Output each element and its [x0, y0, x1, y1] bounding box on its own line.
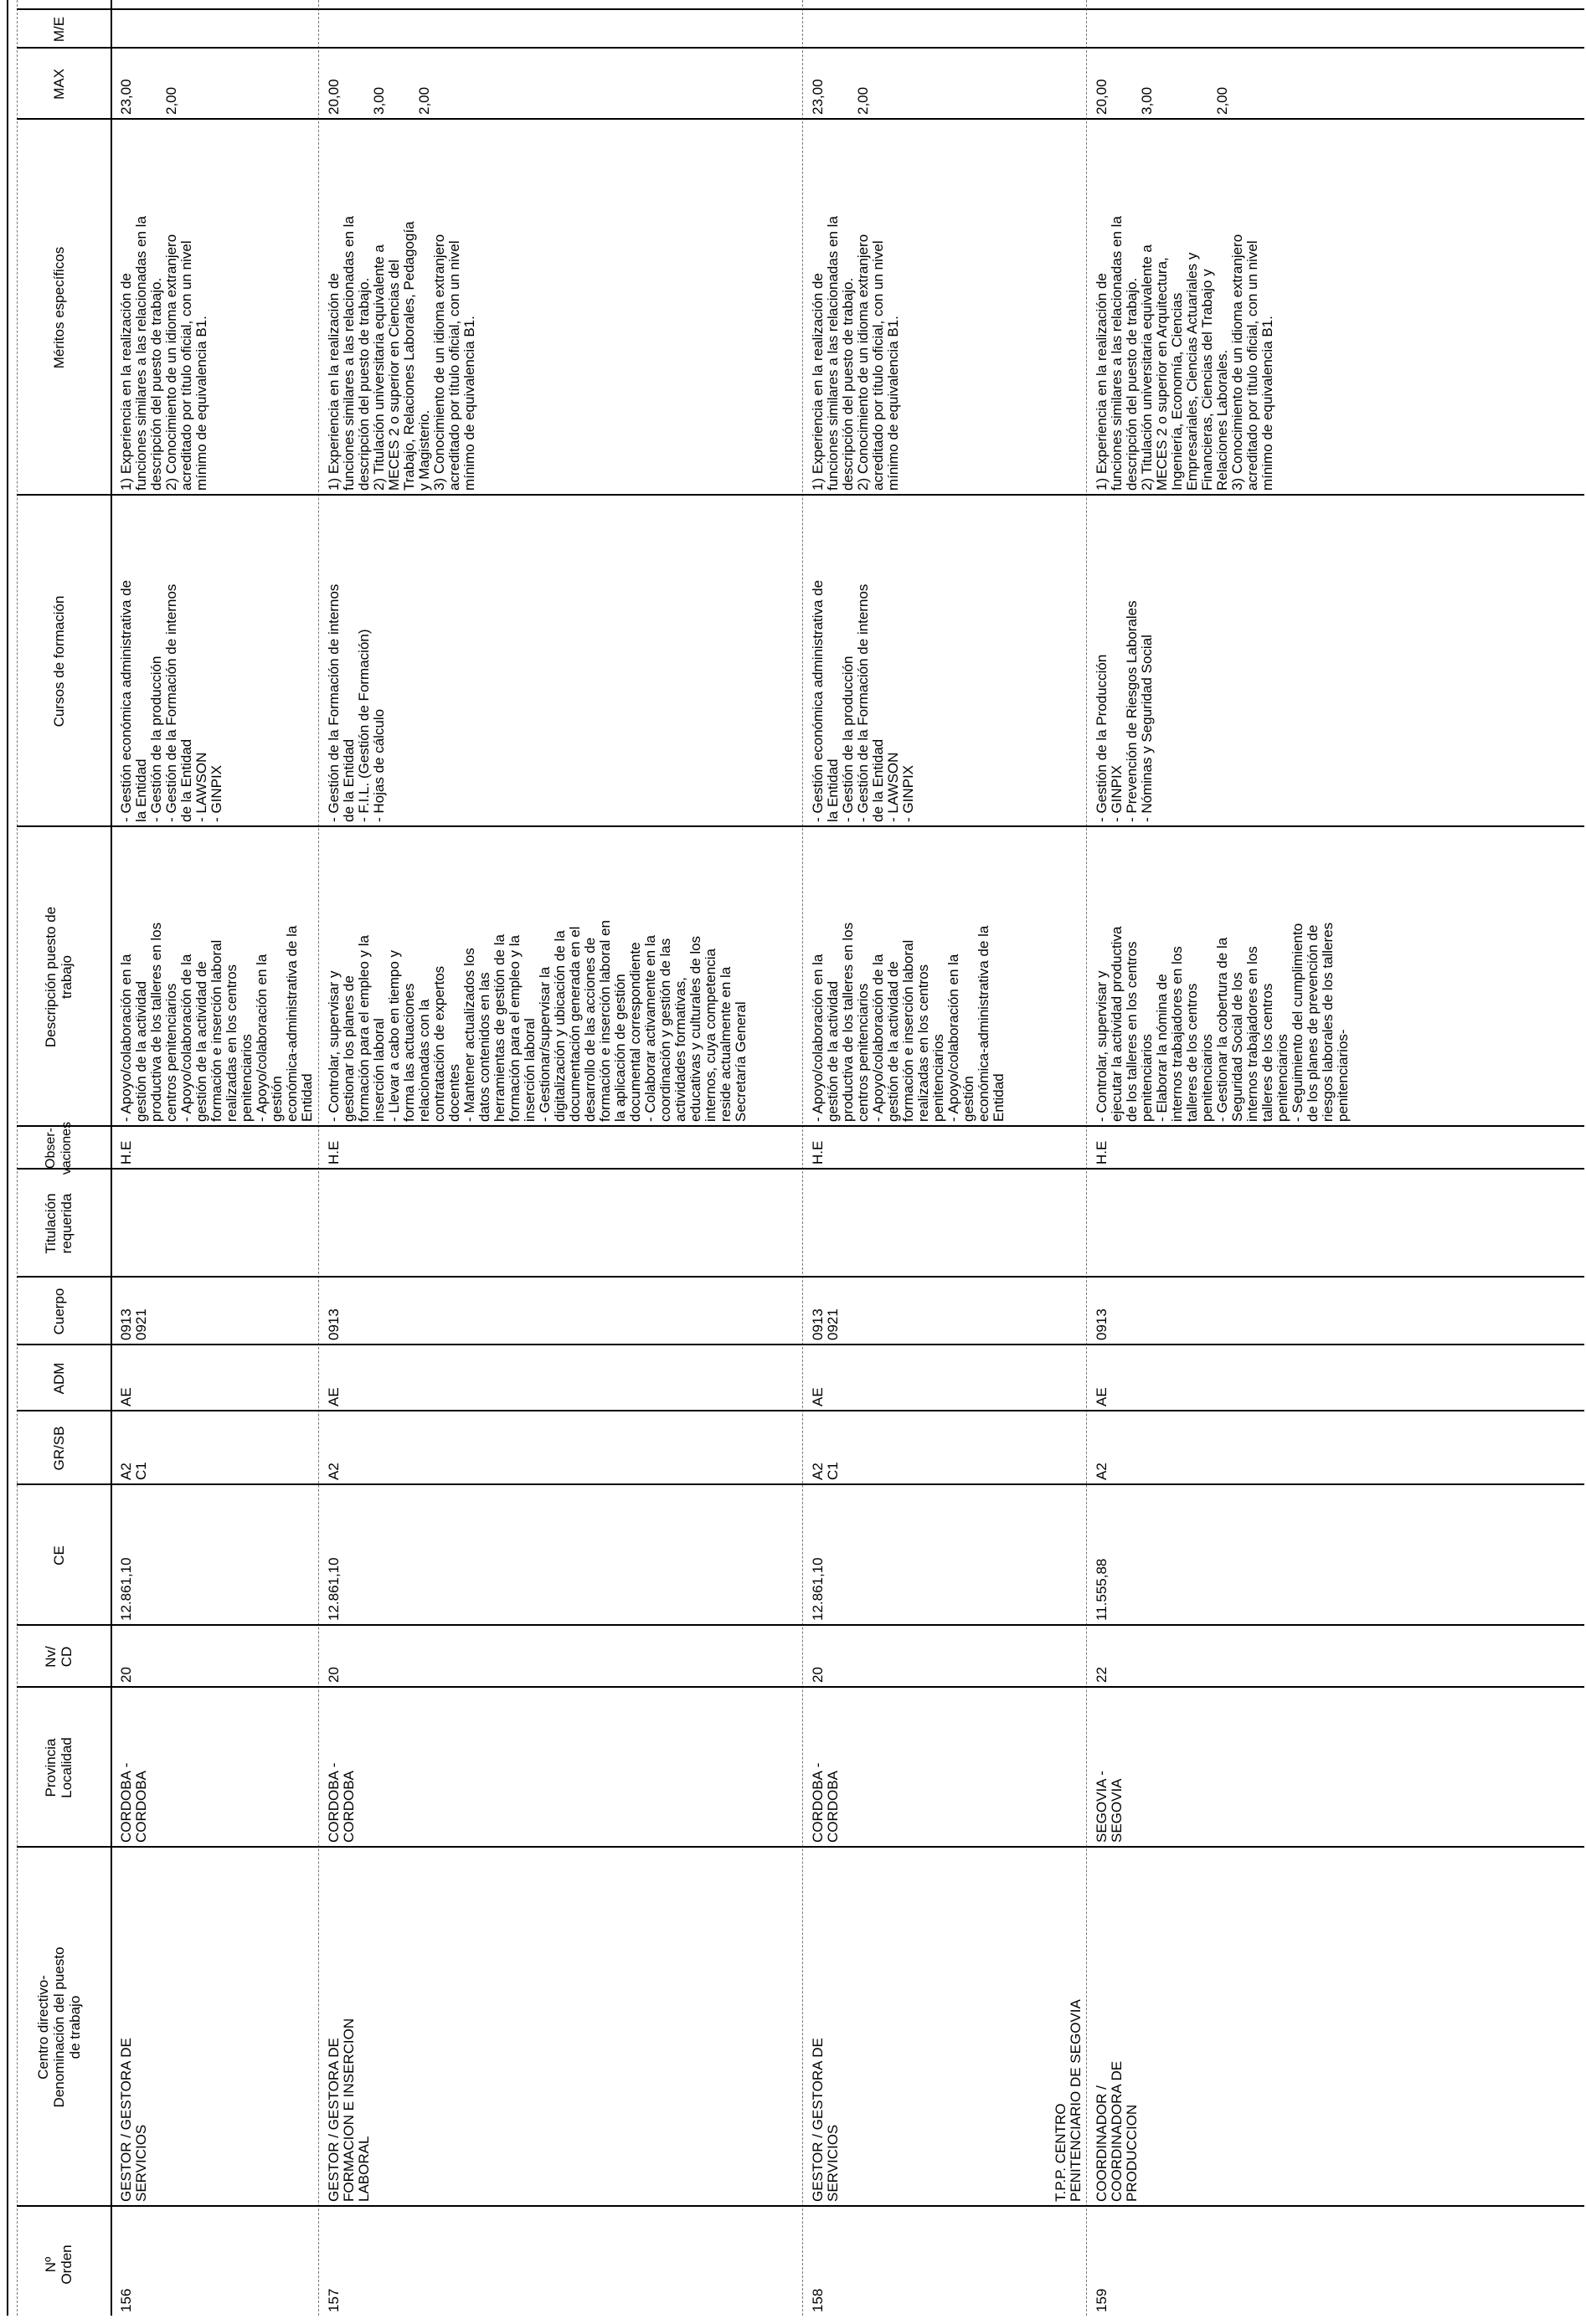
row-separator-1 — [318, 0, 319, 2316]
header-descripcion: Descripción puesto de trabajo — [43, 906, 75, 1048]
row-156-observaciones: H.E — [118, 1140, 134, 1165]
header-cuerpo: Cuerpo — [50, 1288, 67, 1335]
header-centro: Centro directivo- Denominación del puesto de trabajo — [34, 1946, 83, 2108]
row-156-max: 23,00 2,00 — [118, 79, 179, 115]
header-nivel: Nv/ CD — [43, 1646, 75, 1668]
col-separator — [17, 1125, 1584, 1127]
col-separator — [17, 1276, 1584, 1278]
header-grupo: GR/SB — [50, 1426, 67, 1471]
col-separator — [17, 1344, 1584, 1345]
row-159-grupo: A2 — [1094, 1463, 1110, 1480]
row-157-nivel: 20 — [326, 1667, 342, 1683]
row-157-centro: GESTOR / GESTORA DE FORMACION E INSERCION LABORAL — [326, 2018, 372, 2202]
row-158-adm: AE — [810, 1387, 826, 1406]
header-adm: ADM — [50, 1362, 67, 1395]
row-157-descripcion: - Controlar, supervisar y gestionar los planes de formación para el empleo y la inserción laboral - Llevar a cabo en tiempo y forma las actuaciones relacionadas con la contratación de expertos docentes - Mantener actualizados los datos contenidos en las herramientas de gestión de la formación para el empleo y la inserción laboral - Gestionar/supervisar la digitalización y ubicación de la documentación generada en el desarrollo de las acciones de formación e inserción laboral en la aplicación de gestión documental correspondiente - Colaborar activamente en la coordinación y gestión de las actividades formativas, educativas y culturales de los internos, cuya competencia reside actualmente en la Secretaría General — [326, 920, 749, 1122]
row-157-max: 20,00 3,00 2,00 — [326, 79, 432, 115]
header-cursos: Cursos de formación — [50, 595, 67, 728]
row-159-cursos: - Gestión de la Producción - GINPIX - Prevención de Riesgos Laborales - Nóminas y Seguridad Social — [1094, 600, 1155, 822]
col-separator — [17, 8, 1584, 10]
row-separator-2 — [802, 0, 803, 2316]
row-158-observaciones: H.E — [810, 1140, 826, 1165]
col-separator — [17, 1483, 1584, 1485]
row-159-descripcion: - Controlar, supervisar y ejecutar la actividad productiva de los talleres en los centros penitenciarios - Elaborar la nómina de internos trabajadores en los talleres de los centros penitenciarios - Gestionar la cobertura de la Seguridad Social de los internos trabajadores en los talleres de los centros penitenciarios - Seguimiento del cumplimiento de los planes de prevención de riesgos laborales de los talleres penitenciarios- — [1094, 922, 1351, 1122]
row-156-grupo: A2 C1 — [118, 1462, 149, 1480]
header-orden: Nº Orden — [43, 2244, 75, 2285]
row-158-meritos: 1) Experiencia en la realización de funciones similares a las relacionadas en la descripción del puesto de trabajo. 2) Conocimiento de un idioma extranjero acreditado por título oficial, con un nivel mínimo de equivalencia B1. — [810, 216, 901, 491]
row-158-provincia: CORDOBA - CORDOBA — [810, 1762, 841, 1843]
header-max: MAX — [50, 69, 67, 100]
header-titulacion: Titulación requerida — [43, 1193, 75, 1254]
row-156-provincia: CORDOBA - CORDOBA — [118, 1762, 149, 1843]
row-157-observaciones: H.E — [326, 1140, 342, 1165]
col-separator — [17, 1624, 1584, 1626]
header-bottom-border — [111, 0, 112, 2316]
header-meritos: Méritos específicos — [50, 246, 67, 369]
row-157-adm: AE — [326, 1387, 342, 1406]
row-separator-3 — [1086, 0, 1087, 2316]
row-158-grupo: A2 C1 — [810, 1462, 841, 1480]
row-159-orden: 159 — [1094, 2288, 1110, 2312]
row-156-ce: 12.861,10 — [118, 1557, 134, 1621]
row-156-nivel: 20 — [118, 1667, 134, 1683]
row-159-provincia: SEGOVIA - SEGOVIA — [1094, 1771, 1125, 1843]
row-156-cuerpo: 0913 0921 — [118, 1309, 149, 1340]
col-separator — [17, 47, 1584, 49]
col-separator — [17, 118, 1584, 120]
row-157-cuerpo: 0913 — [326, 1309, 342, 1340]
row-159-ce: 11.555,88 — [1094, 1558, 1110, 1621]
row-159-meritos: 1) Experiencia en la realización de funciones similares a las relacionadas en la descripción del puesto de trabajo. 2) Titulación universitaria equivalente a MECES 2 o superior en Arquitectura, Ingeniería, Economía, Ciencias Empresariales, Ciencias Actuariales y Financieras, Ciencias del Trabajo y Relaciones Laborales. 3) Conocimiento de un idioma extranjero acreditado por título oficial, con un nivel mínimo de equivalencia B1. — [1094, 216, 1275, 491]
row-158-cursos: - Gestión económica administrativa de la Entidad - Gestión de la producción - Gestión de la Formación de internos de la Entidad - LAWSON - GINPIX — [810, 579, 916, 822]
row-156-meritos: 1) Experiencia en la realización de funciones similares a las relacionadas en la descripción del puesto de trabajo. 2) Conocimiento de un idioma extranjero acreditado por título oficial, con un nivel mínimo de equivalencia B1. — [118, 216, 209, 491]
row-157-meritos: 1) Experiencia en la realización de funciones similares a las relacionadas en la descripción del puesto de trabajo. 2) Titulación universitaria equivalente a MECES 2 o superior en Ciencias del Trabajo, Relaciones Laborales, Pedagogía y Magisterio. 3) Conocimiento de un idioma extranjero acreditado por título oficial, con un nivel mínimo de equivalencia B1. — [326, 216, 477, 491]
row-158-orden: 158 — [810, 2288, 826, 2312]
row-157-provincia: CORDOBA - CORDOBA — [326, 1762, 357, 1843]
row-159-nivel: 22 — [1094, 1667, 1110, 1683]
col-separator — [17, 1846, 1584, 1848]
col-separator — [17, 494, 1584, 496]
header-me: M/E — [50, 16, 67, 43]
row-158-centro: GESTOR / GESTORA DE SERVICIOS — [810, 2038, 841, 2202]
row-156-descripcion: - Apoyo/colaboración en la gestión de la actividad productiva de los talleres en los centros penitenciarios - Apoyo/colaboración de la gestión de la actividad de formación e inserción laboral realizadas en los centros penitenciarios - Apoyo/colaboración en la gestión económica-administrativa de la Entidad — [118, 922, 315, 1122]
header-provincia: Provincia Localidad — [43, 1737, 75, 1798]
header-observaciones: Obser- vaciones — [44, 1121, 74, 1175]
col-separator — [17, 1410, 1584, 1411]
row-157-orden: 157 — [326, 2288, 342, 2312]
row-159-observaciones: H.E — [1094, 1140, 1110, 1165]
row-156-cursos: - Gestión económica administrativa de la Entidad - Gestión de la producción - Gestión de la Formación de internos de la Entidad - LAWSON - GINPIX — [118, 579, 224, 822]
row-156-centro: GESTOR / GESTORA DE SERVICIOS — [118, 2038, 149, 2202]
row-159-adm: AE — [1094, 1387, 1110, 1406]
col-separator — [17, 2205, 1584, 2207]
row-156-orden: 156 — [118, 2288, 134, 2312]
row-158-nivel: 20 — [810, 1667, 826, 1683]
row-157-ce: 12.861,10 — [326, 1557, 342, 1621]
row-158-descripcion: - Apoyo/colaboración en la gestión de la actividad productiva de los talleres en los centros penitenciarios - Apoyo/colaboración de la gestión de la actividad de formación e inserción laboral realizadas en los centros penitenciarios - Apoyo/colaboración en la gestión económica-administrativa de la Entidad — [810, 922, 1007, 1122]
row-158-max: 23,00 2,00 — [810, 79, 871, 115]
row-159-max: 20,00 3,00 2,00 — [1094, 79, 1230, 115]
header-ce: CE — [50, 1545, 67, 1566]
section-label: T.P.P. CENTRO PENITENCIARIO DE SEGOVIA — [1053, 1999, 1084, 2202]
col-separator — [17, 1168, 1584, 1170]
row-157-grupo: A2 — [326, 1463, 342, 1480]
row-159-cuerpo: 0913 — [1094, 1309, 1110, 1340]
col-separator — [17, 1686, 1584, 1688]
row-157-cursos: - Gestión de la Formación de internos de la Entidad - F.I.L. (Gestión de Formación) - Hojas de cálculo — [326, 584, 387, 822]
row-158-cuerpo: 0913 0921 — [810, 1309, 841, 1340]
row-158-ce: 12.861,10 — [810, 1557, 826, 1621]
row-156-adm: AE — [118, 1387, 134, 1406]
col-separator — [17, 825, 1584, 827]
row-159-centro: COORDINADOR / COORDINADORA DE PRODUCCION — [1094, 2060, 1140, 2202]
